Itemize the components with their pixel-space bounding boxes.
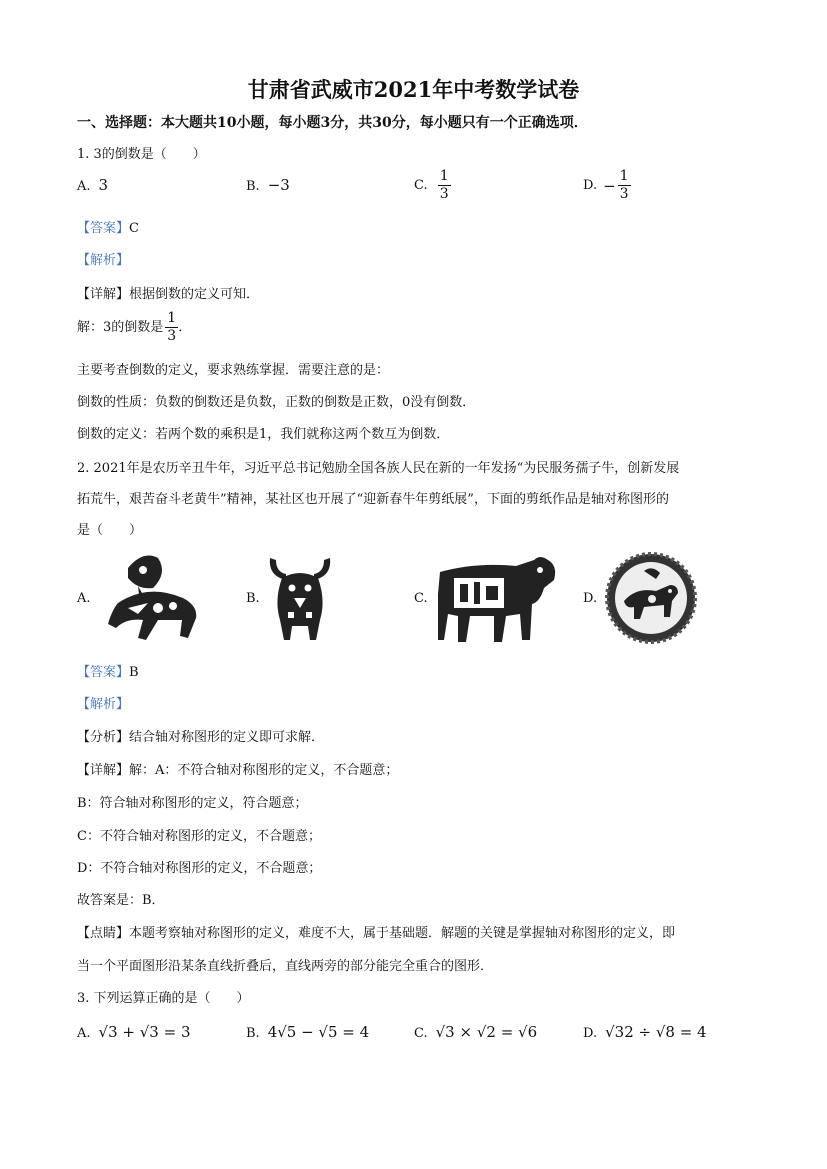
q1-option-a[interactable]	[77, 176, 108, 194]
q2-option-c[interactable]: C.	[414, 591, 428, 606]
q2-comment: 【点睛】本题考察轴对称图形的定义，难度不大，属于基础题．解题的关键是掌握轴对称图形的定义，即	[77, 926, 676, 941]
q1-note: 倒数的定义：若两个数的乘积是1，我们就称这两个数互为倒数．	[77, 427, 450, 442]
option-label: A.	[77, 179, 91, 194]
q1-option-b[interactable]	[246, 176, 290, 194]
option-value: −3	[267, 176, 290, 194]
q2-line-c: C：不符合轴对称图形的定义，不合题意；	[77, 829, 321, 844]
option-label: C.	[414, 178, 428, 193]
option-expression: √3 + √3 = 3	[98, 1023, 191, 1041]
paper-cut-ox-d-image	[604, 551, 698, 645]
q1-stem: 1. 3的倒数是（ ）	[77, 147, 206, 162]
page-title: 甘肃省武威市2021年中考数学试卷	[247, 77, 580, 102]
q3-stem: 3. 下列运算正确的是（ ）	[77, 991, 250, 1006]
option-label: D.	[583, 178, 598, 193]
q1-option-c[interactable]	[414, 168, 451, 203]
option-label: D.	[583, 1026, 598, 1041]
section-heading: 一、选择题：本大题共10小题，每小题3分，共30分，每小题只有一个正确选项．	[77, 115, 588, 131]
q1-detail: 【详解】根据倒数的定义可知．	[77, 287, 260, 302]
q2-option-a[interactable]: A.	[77, 591, 91, 606]
q3-option-c[interactable]	[414, 1023, 537, 1041]
q2-conclusion: 故答案是：B．	[77, 893, 165, 908]
option-label: B.	[246, 179, 260, 194]
q2-stem: 是（ ）	[77, 523, 143, 538]
q1-answer: 【答案】C	[77, 221, 139, 236]
q2-line-d: D：不符合轴对称图形的定义，不合题意；	[77, 861, 322, 876]
option-label: C.	[414, 1026, 428, 1041]
q2-analysis-tag: 【解析】	[77, 697, 130, 712]
paper-cut-ox-c-image	[436, 554, 562, 646]
fraction: $\frac{1}{3}$	[619, 168, 629, 202]
q2-answer: 【答案】B	[77, 665, 139, 680]
q2-option-b[interactable]: B.	[246, 591, 260, 606]
q1-note: 倒数的性质：负数的倒数还是负数，正数的倒数是正数，0没有倒数．	[77, 395, 476, 410]
q3-option-a[interactable]	[77, 1023, 191, 1041]
q2-comment: 当一个平面图形沿某条直线折叠后，直线两旁的部分能完全重合的图形．	[77, 959, 494, 974]
q2-detail: 【详解】解：A：不符合轴对称图形的定义，不合题意；	[77, 763, 399, 778]
option-label: B.	[246, 1026, 260, 1041]
q1-option-d[interactable]: D. − $\frac{1}{3}$	[583, 168, 629, 202]
option-value: 3	[98, 176, 109, 194]
option-label: A.	[77, 1026, 91, 1041]
q1-note: 主要考查倒数的定义，要求熟练掌握．需要注意的是：	[77, 363, 390, 378]
paper-cut-ox-b-image	[264, 550, 336, 642]
option-expression: √32 ÷ √8 = 4	[605, 1023, 707, 1041]
option-expression: √3 × √2 = √6	[435, 1023, 538, 1041]
q2-analysis: 【分析】结合轴对称图形的定义即可求解．	[77, 730, 325, 745]
q2-stem: 2. 2021年是农历辛丑牛年，习近平总书记勉励全国各族人民在新的一年发扬“为民服务孺子牛，创新发展	[77, 461, 680, 476]
option-expression: 4√5 − √5 = 4	[267, 1023, 370, 1041]
q1-analysis-tag: 【解析】	[77, 253, 130, 268]
q2-option-d[interactable]: D.	[583, 591, 598, 606]
q2-stem: 拓荒牛，艰苦奋斗老黄牛”精神，某社区也开展了“迎新春牛年剪纸展”，下面的剪纸作品是轴对称图形的	[77, 492, 669, 507]
q1-solution: 解：3的倒数是 $\frac{1}{3}$ ．	[77, 310, 192, 344]
fraction: $\frac{1}{3}$	[439, 168, 449, 202]
q2-line-b: B：符合轴对称图形的定义，符合题意；	[77, 796, 308, 811]
paper-cut-ox-a-image	[98, 548, 210, 642]
q3-option-b[interactable]	[246, 1023, 369, 1041]
q3-option-d[interactable]	[583, 1023, 707, 1041]
